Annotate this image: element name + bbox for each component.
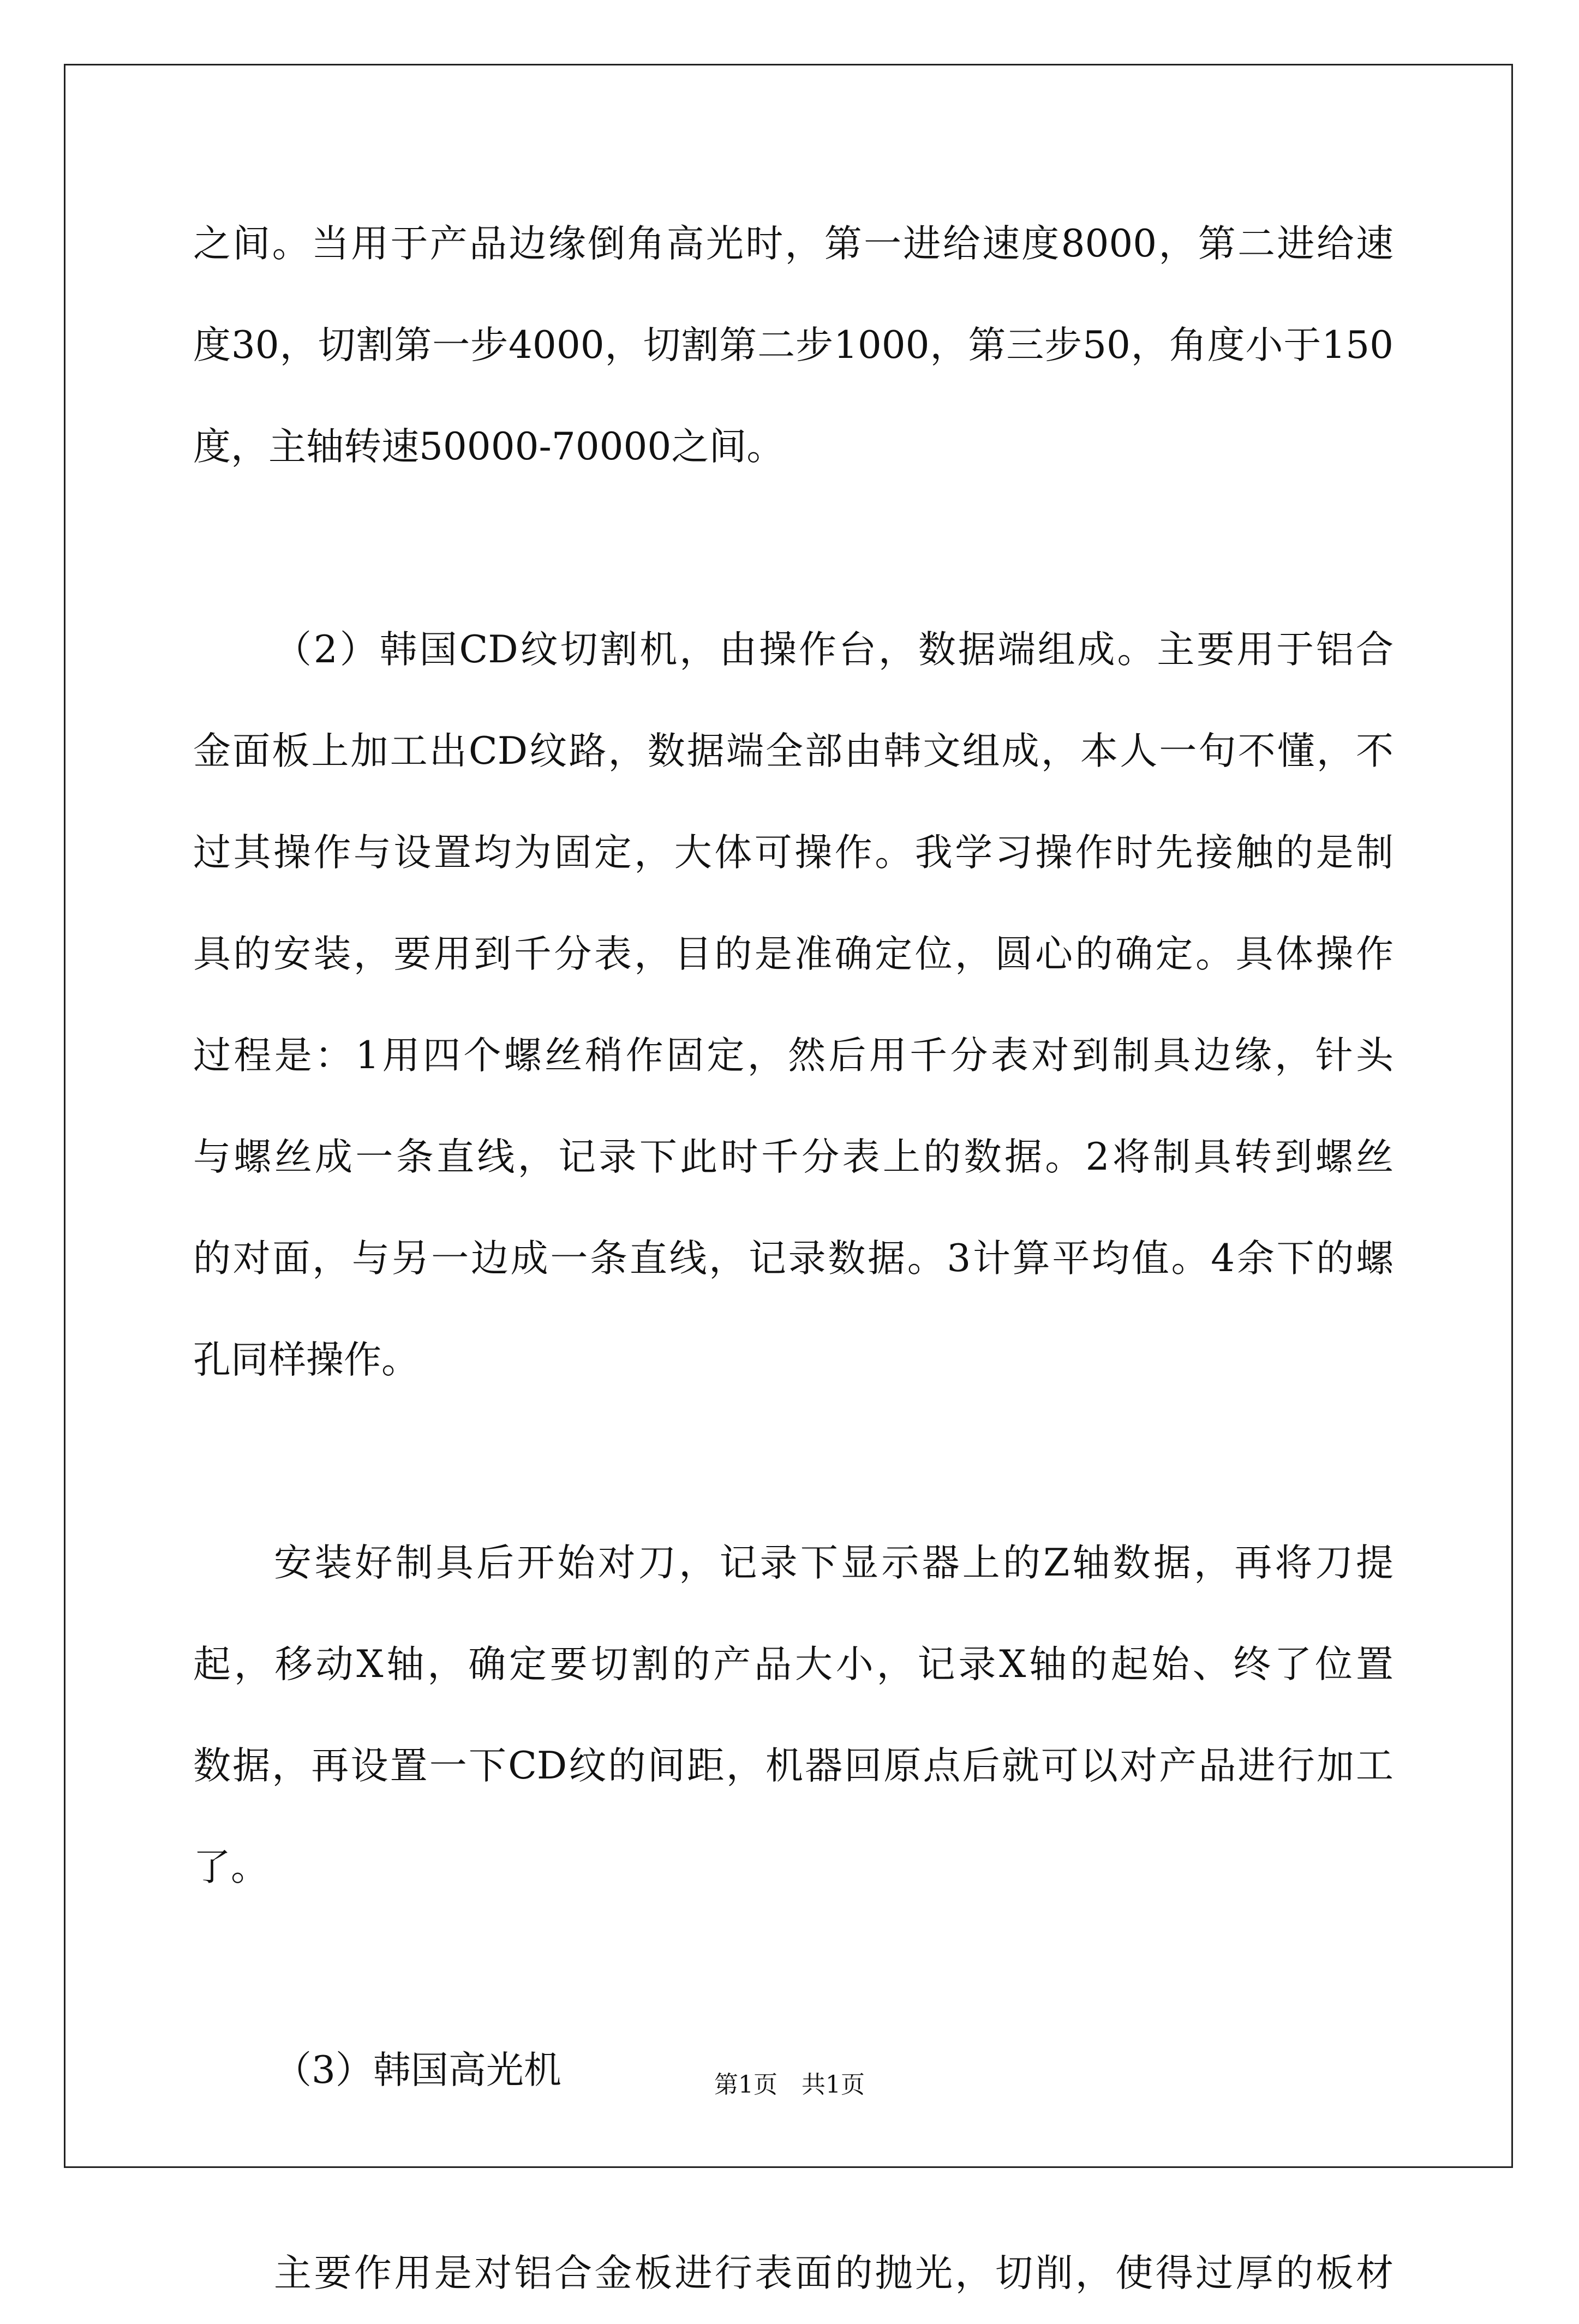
section-heading: （3）韩国高光机 [274, 2049, 561, 2092]
text-line: 数据，再设置一下CD纹的间距，机器回原点后就可以对产品进行加工 [193, 1744, 1393, 1788]
text-line: 之间。当用于产品边缘倒角高光时，第一进给速度8000，第二进给速 [193, 222, 1393, 266]
text-line: 起，移动X轴，确定要切割的产品大小，记录X轴的起始、终了位置 [193, 1643, 1393, 1686]
text-line: 具的安装，要用到千分表，目的是准确定位，圆心的确定。具体操作 [193, 932, 1393, 976]
page-footer [0, 2069, 1579, 2101]
text-line: 度30，切割第一步4000，切割第二步1000，第三步50，角度小于150 [193, 324, 1393, 367]
page-number: 第1页 共1页 [714, 2071, 865, 2099]
text-line: 安装好制具后开始对刀，记录下显示器上的Z轴数据，再将刀提 [274, 1541, 1393, 1585]
text-line: 的对面，与另一边成一条直线，记录数据。3计算平均值。4余下的螺 [193, 1237, 1393, 1280]
text-line: 金面板上加工出CD纹路，数据端全部由韩文组成，本人一句不懂，不 [193, 729, 1393, 773]
text-line: 主要作用是对铝合金板进行表面的抛光，切削，使得过厚的板材 [274, 2251, 1393, 2295]
blank-line [193, 1411, 1393, 1512]
blank-line [193, 1918, 1393, 2020]
text-line: （2）韩国CD纹切割机，由操作台，数据端组成。主要用于铝合 [274, 628, 1393, 672]
document-body [193, 193, 1393, 2324]
text-line: 度，主轴转速50000-70000之间。 [193, 425, 785, 469]
text-line: 了。 [193, 1846, 268, 1889]
text-line: 与螺丝成一条直线，记录下此时千分表上的数据。2将制具转到螺丝 [193, 1135, 1393, 1179]
blank-line [193, 2121, 1393, 2223]
text-line: 过程是：1用四个螺丝稍作固定，然后用千分表对到制具边缘，针头 [193, 1034, 1393, 1077]
text-line: 孔同样操作。 [193, 1338, 419, 1382]
text-line: 过其操作与设置均为固定，大体可操作。我学习操作时先接触的是制 [193, 831, 1393, 875]
blank-line [193, 498, 1393, 599]
